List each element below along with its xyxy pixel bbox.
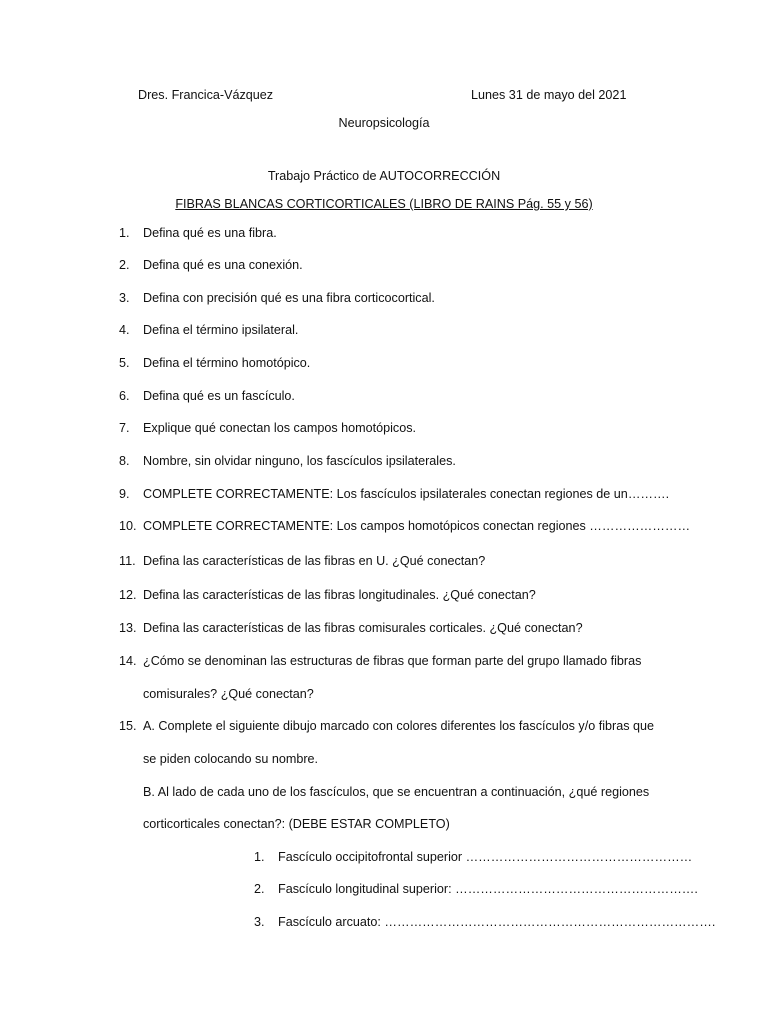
question-number: 6. [119, 389, 130, 403]
question-number: 7. [119, 421, 130, 435]
subject: Neuropsicología [338, 116, 430, 130]
fascicle-number: 3. [254, 915, 265, 929]
fascicle-item: Fascículo longitudinal superior: …………………………………………………. [278, 882, 698, 896]
part-b-line: corticorticales conectan?: (DEBE ESTAR COMPLETO) [143, 817, 450, 831]
question-text: Defina el término homotópico. [143, 356, 311, 370]
question-text: Defina las características de las fibras longitudinales. ¿Qué conectan? [143, 588, 536, 602]
question-number: 11. [119, 554, 136, 568]
authors: Dres. Francica-Vázquez [138, 88, 274, 102]
question-number: 4. [119, 323, 130, 337]
question-text: Defina con precisión qué es una fibra corticocortical. [143, 291, 435, 305]
question-text: Defina las características de las fibras comisurales corticales. ¿Qué conectan? [143, 621, 583, 635]
question-number: 8. [119, 454, 130, 468]
date: Lunes 31 de mayo del 2021 [471, 88, 627, 102]
question-text: Defina qué es una fibra. [143, 226, 277, 240]
question-text: Defina qué es un fascículo. [143, 389, 295, 403]
question-text: COMPLETE CORRECTAMENTE: Los campos homotópicos conectan regiones …………………… [143, 519, 691, 533]
question-text: Explique qué conectan los campos homotópicos. [143, 421, 417, 435]
part-b-line: B. Al lado de cada uno de los fascículos, que se encuentran a continuación, ¿qué regiones [143, 785, 650, 799]
question-number: 13. [119, 621, 137, 635]
question-number: 3. [119, 291, 130, 305]
question-text: Nombre, sin olvidar ninguno, los fascículos ipsilaterales. [143, 454, 456, 468]
question-number: 12. [119, 588, 137, 602]
question-number: 15. [119, 719, 137, 733]
question-text: Defina qué es una conexión. [143, 258, 303, 272]
question-number: 10. [119, 519, 137, 533]
question-number: 1. [119, 226, 130, 240]
question-number: 14. [119, 654, 137, 668]
question-text: ¿Cómo se denominan las estructuras de fibras que forman parte del grupo llamado fibras [143, 654, 642, 668]
question-text-continuation: se piden colocando su nombre. [143, 752, 319, 766]
fascicle-item: Fascículo occipitofrontal superior ……………………………………………… [278, 850, 693, 864]
question-text: Defina las características de las fibras en U. ¿Qué conectan? [143, 554, 486, 568]
document-subtitle: FIBRAS BLANCAS CORTICORTICALES (LIBRO DE RAINS Pág. 55 y 56) [175, 197, 593, 211]
question-number: 2. [119, 258, 130, 272]
fascicle-item: Fascículo arcuato: ……………………………………………………………………. [278, 915, 716, 929]
fascicle-number: 1. [254, 850, 265, 864]
question-text: Defina el término ipsilateral. [143, 323, 299, 337]
question-number: 9. [119, 487, 130, 501]
question-text: COMPLETE CORRECTAMENTE: Los fascículos ipsilaterales conectan regiones de un………. [143, 487, 670, 501]
fascicle-number: 2. [254, 882, 265, 896]
question-number: 5. [119, 356, 130, 370]
question-text: A. Complete el siguiente dibujo marcado con colores diferentes los fascículos y/o fibras que [143, 719, 655, 733]
document-title: Trabajo Práctico de AUTOCORRECCIÓN [267, 169, 501, 183]
question-text-continuation: comisurales? ¿Qué conectan? [143, 687, 314, 701]
